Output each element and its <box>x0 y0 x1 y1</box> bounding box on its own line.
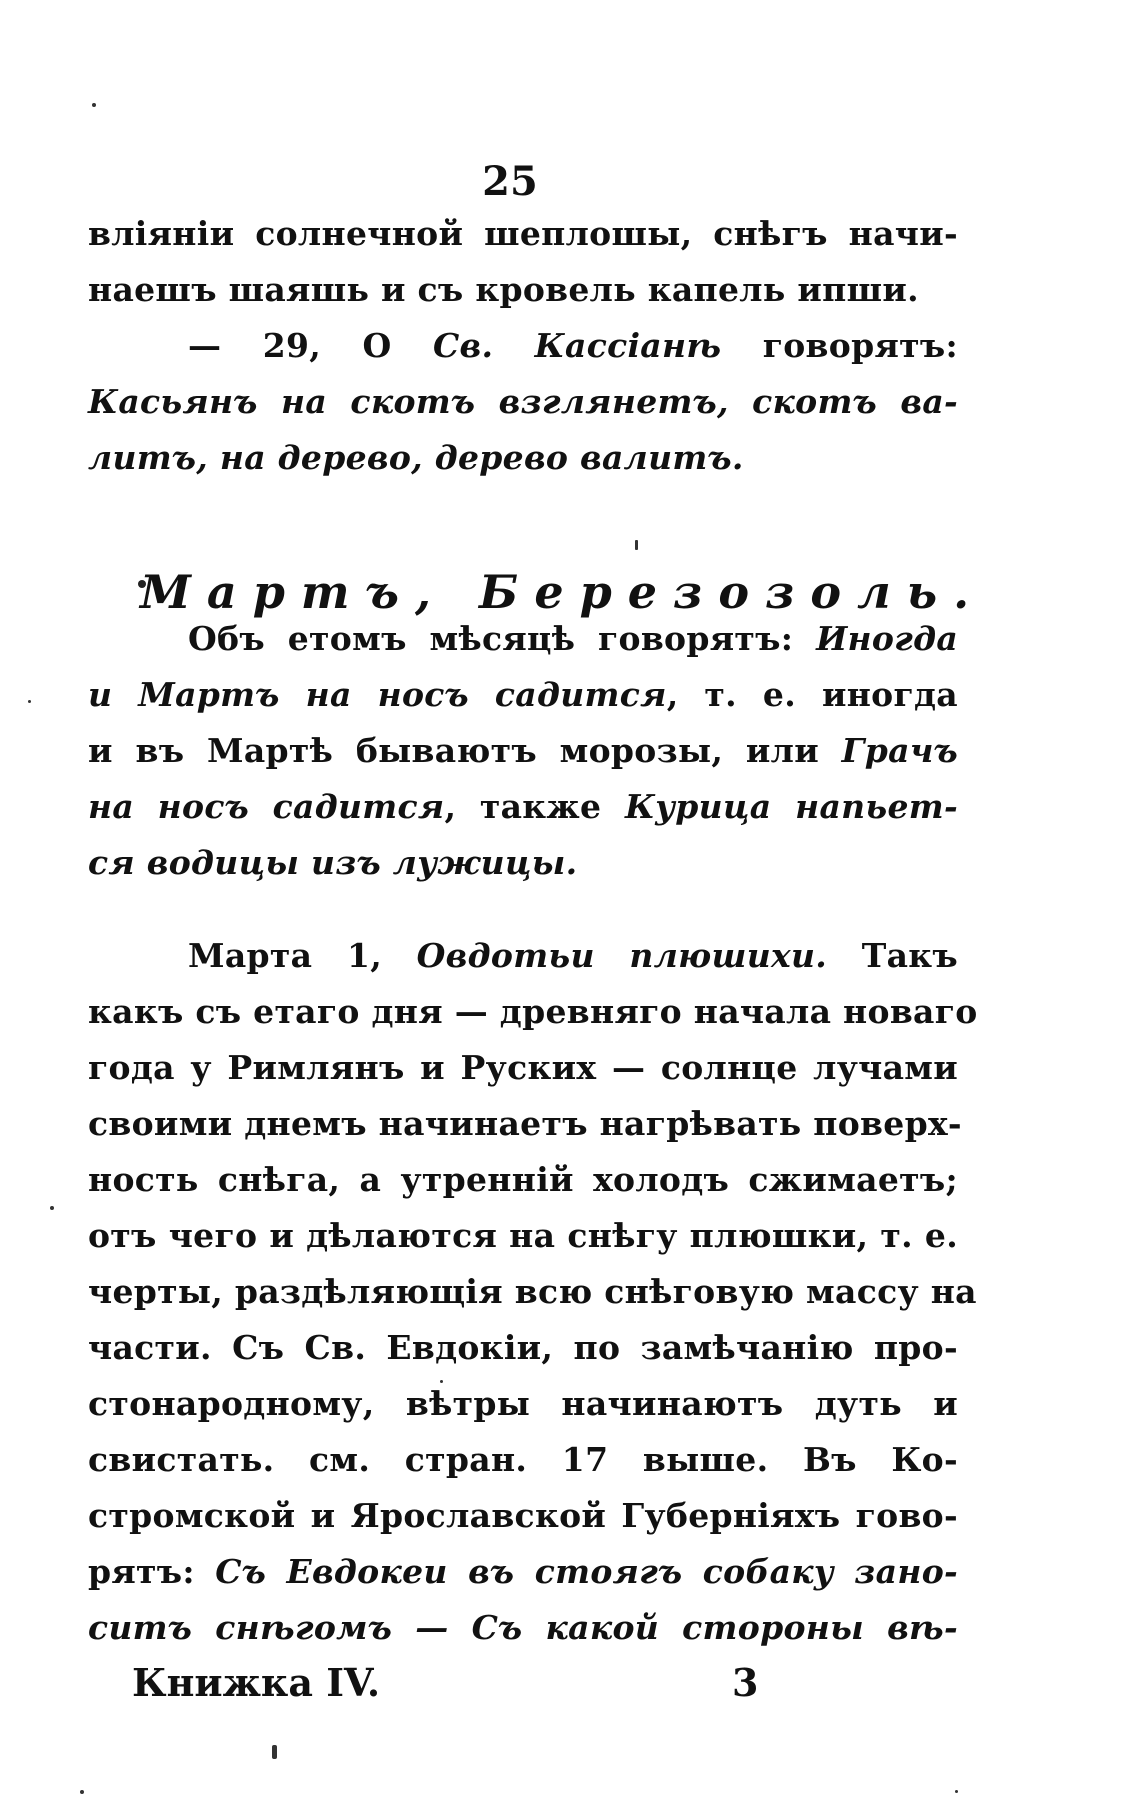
scan-speck <box>955 1790 958 1793</box>
section-heading: Мартъ, Березозоль. <box>140 565 986 619</box>
paragraph-opening <box>88 206 958 486</box>
text-line: и Мартъ на носъ садится, т. е. иногда <box>88 675 958 714</box>
text-line: ситъ снѣгомъ — Съ какой стороны вѣ- <box>88 1608 958 1647</box>
text-line: какъ съ етаго дня — древняго начала новаго <box>88 992 978 1031</box>
text-line: отъ чего и дѣлаются на снѣгу плюшки, т. е. <box>88 1216 958 1255</box>
text-line: Объ етомъ мѣсяцѣ говорятъ: Иногда <box>188 619 958 658</box>
text-line: на носъ садится, также Курица напьет- <box>88 787 958 826</box>
page-footer <box>132 1660 772 1705</box>
text-line: свистать. см. стран. 17 выше. Въ Ко- <box>88 1440 958 1479</box>
page-number: 25 <box>482 158 538 205</box>
text-line: ность снѣга, а утренній холодъ сжимаетъ; <box>88 1160 958 1199</box>
text-line: Марта 1, Овдотьи плюшихи. Такъ <box>188 936 958 975</box>
text-line: и въ Мартѣ бываютъ морозы, или Грачъ <box>88 731 958 770</box>
text-line: — 29, О Св. Кассіанѣ говорятъ: <box>188 326 958 365</box>
text-line: стонародному, вѣтры начинаютъ дуть и <box>88 1384 958 1423</box>
text-line: года у Римлянъ и Руских — солнце лучами <box>88 1048 958 1087</box>
scan-speck <box>28 700 31 703</box>
scan-speck <box>92 103 96 107</box>
text-line: вліяніи солнечной шеплошы, снѣгъ начи- <box>88 214 958 253</box>
scan-speck <box>635 540 638 550</box>
text-line: ся водицы изъ лужицы. <box>88 843 578 882</box>
text-line: части. Съ Св. Евдокіи, по замѣчанію про- <box>88 1328 958 1367</box>
footer-book-label: Книжка IV. <box>132 1660 381 1705</box>
paragraph-march <box>88 555 986 891</box>
text-line: черты, раздѣляющія всю снѣговую массу на <box>88 1272 977 1311</box>
scan-speck <box>80 1790 84 1794</box>
text-line: литъ, на дерево, дерево валитъ. <box>88 438 744 477</box>
scan-speck <box>440 1380 443 1383</box>
paragraph-march-first <box>88 928 978 1656</box>
text-line: стромской и Ярославской Губерніяхъ гово- <box>88 1496 958 1535</box>
footer-signature: 3 <box>732 1660 759 1705</box>
text-line: наешъ шаяшь и съ кровель капель ипши. <box>88 270 919 309</box>
scan-speck <box>272 1745 277 1759</box>
text-line: рятъ: Съ Евдокеи въ стоягъ собаку зано- <box>88 1552 959 1591</box>
scan-speck <box>50 1206 54 1210</box>
text-line: Касьянъ на скотъ взглянетъ, скотъ ва- <box>88 382 958 421</box>
text-line: своими днемъ начинаетъ нагрѣвать поверх- <box>88 1104 962 1143</box>
